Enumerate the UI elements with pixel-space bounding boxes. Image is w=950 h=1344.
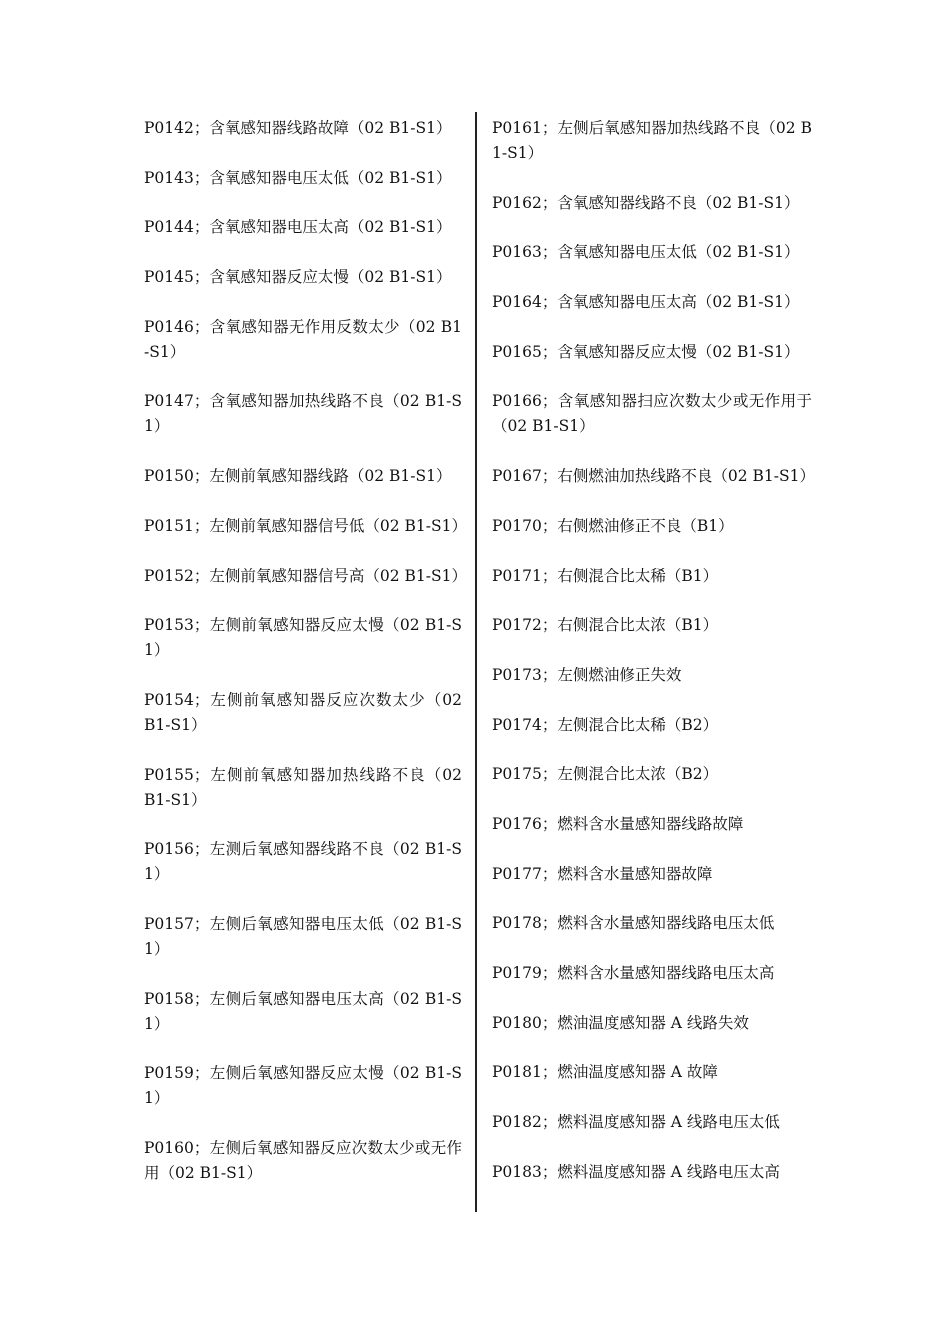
code-entry: P0180；燃油温度感知器 A 线路失效	[492, 1013, 749, 1032]
code-entry: P0163；含氧感知器电压太低（02 B1-S1）	[492, 243, 800, 262]
code-entry: P0178；燃料含水量感知器线路电压太低	[492, 914, 775, 933]
code-entry: P0152；左侧前氧感知器信号高（02 B1-S1）	[144, 566, 467, 585]
code-entry: P0159；左侧后氧感知器反应太慢（02 B1-S1）	[144, 1064, 462, 1108]
code-entry: P0160；左侧后氧感知器反应次数太少或无作用（02 B1-S1）	[144, 1139, 462, 1182]
code-entry: P0171；右侧混合比太稀（B1）	[492, 566, 719, 585]
code-entry: P0167；右侧燃油加热线路不良（02 B1-S1）	[492, 467, 815, 486]
code-entry: P0175；左侧混合比太浓（B2）	[492, 765, 719, 784]
code-entry: P0181；燃油温度感知器 A 故障	[492, 1063, 718, 1082]
left-column	[144, 116, 467, 1211]
code-entry: P0174；左侧混合比太稀（B2）	[492, 715, 719, 734]
code-entry: P0179；燃料含水量感知器线路电压太高	[492, 964, 775, 982]
code-entry: P0164；含氧感知器电压太高（02 B1-S1）	[492, 293, 800, 312]
code-entry: P0176；燃料含水量感知器线路故障	[492, 814, 744, 833]
code-entry: P0156；左测后氧感知器线路不良（02 B1-S1）	[144, 840, 462, 884]
code-entry: P0154；左侧前氧感知器反应次数太少（02 B1-S1）	[144, 690, 462, 734]
column-divider	[475, 112, 477, 1212]
code-entry: P0155；左侧前氧感知器加热线路不良（02 B1-S1）	[144, 765, 462, 809]
code-entry: P0162；含氧感知器线路不良（02 B1-S1）	[492, 193, 800, 212]
code-entry: P0151；左侧前氧感知器信号低（02 B1-S1）	[144, 516, 467, 535]
right-column	[492, 116, 815, 1209]
code-entry: P0150；左侧前氧感知器线路（02 B1-S1）	[144, 467, 452, 486]
code-entry: P0183；燃料温度感知器 A 线路电压太高	[492, 1162, 780, 1181]
code-entry: P0166；含氧感知器扫应次数太少或无作用于（02 B1-S1）	[492, 392, 812, 436]
code-entry: P0172；右侧混合比太浓（B1）	[492, 616, 719, 635]
code-entry: P0177；燃料含水量感知器故障	[492, 864, 713, 883]
code-entry: P0173；左侧燃油修正失效	[492, 665, 682, 684]
code-entry: P0161；左侧后氧感知器加热线路不良（02 B1-S1）	[492, 119, 812, 162]
code-entry: P0170；右侧燃油修正不良（B1）	[492, 516, 734, 535]
code-entry: P0142；含氧感知器线路故障（02 B1-S1）	[144, 119, 452, 137]
code-entry: P0144；含氧感知器电压太高（02 B1-S1）	[144, 218, 452, 237]
code-entry: P0145；含氧感知器反应太慢（02 B1-S1）	[144, 268, 452, 287]
code-entry: P0165；含氧感知器反应太慢（02 B1-S1）	[492, 342, 800, 361]
code-entry: P0157；左侧后氧感知器电压太低（02 B1-S1）	[144, 914, 462, 958]
code-entry: P0146；含氧感知器无作用反数太少（02 B1-S1）	[144, 317, 462, 361]
code-entry: P0147；含氧感知器加热线路不良（02 B1-S1）	[144, 392, 462, 436]
code-entry: P0182；燃料温度感知器 A 线路电压太低	[492, 1113, 780, 1132]
code-entry: P0158；左侧后氧感知器电压太高（02 B1-S1）	[144, 989, 462, 1033]
code-entry: P0153；左侧前氧感知器反应太慢（02 B1-S1）	[144, 616, 462, 660]
code-entry: P0143；含氧感知器电压太低（02 B1-S1）	[144, 168, 452, 187]
